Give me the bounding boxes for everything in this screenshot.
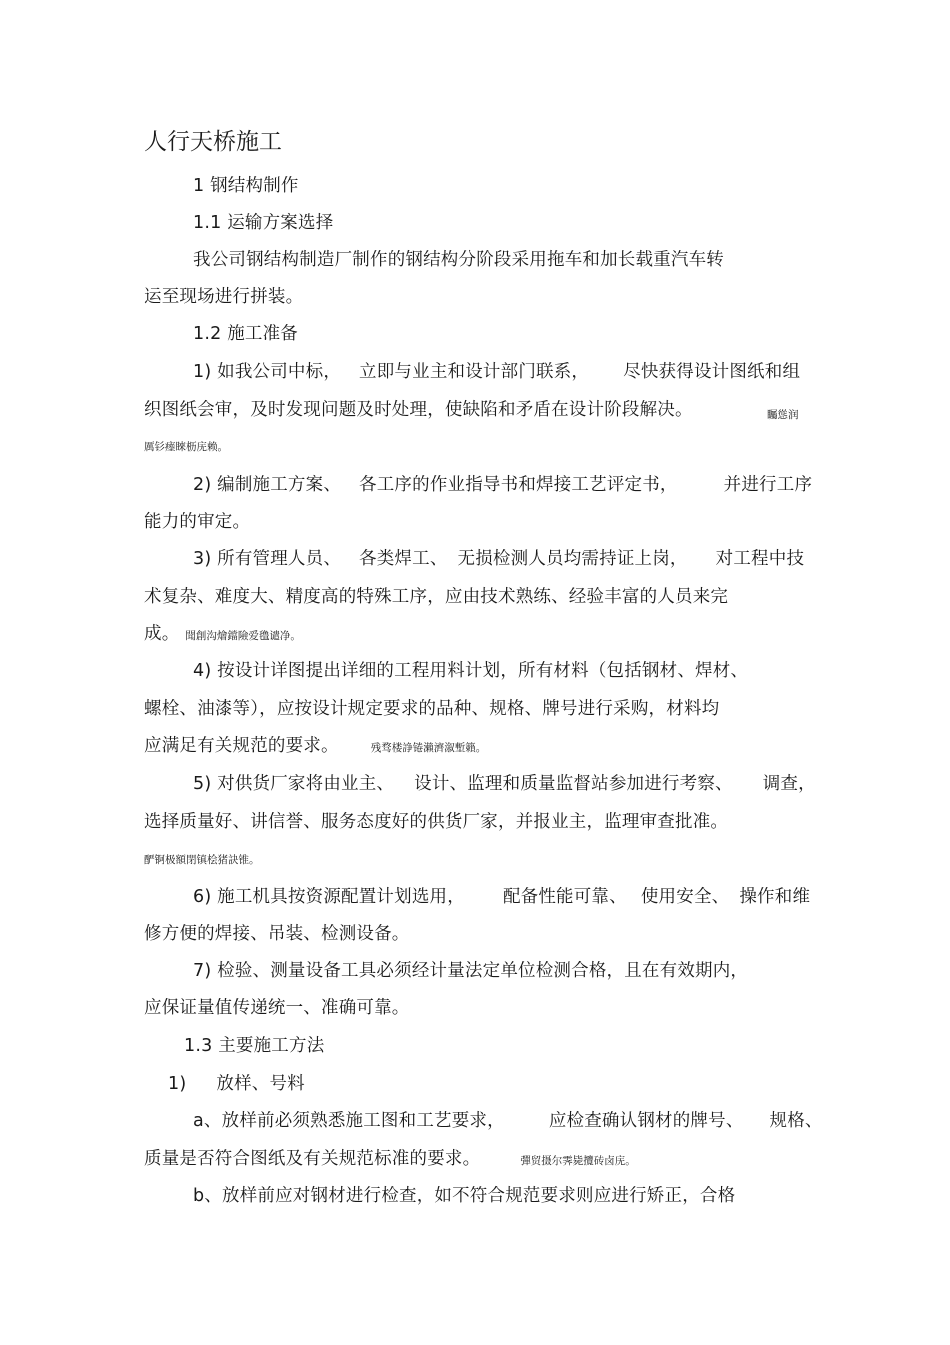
- item-2-part-a: 2) 编制施工方案、: [193, 475, 342, 495]
- item-5-line-1: [193, 773, 816, 795]
- item-5-part-c: 调查，: [762, 774, 816, 794]
- item-3-part-c: 无损检测人员均需持证上岗，: [457, 549, 688, 569]
- subsection-1-number: 1): [168, 1074, 187, 1094]
- item-1-part-b: 立即与业主和设计部门联系，: [359, 362, 590, 382]
- item-3-line-1: [193, 548, 804, 570]
- noise-text: 矚慫润: [767, 409, 799, 421]
- item-3-part-d: 对工程中技: [715, 549, 805, 569]
- item-4-part-c: 应满足有关规范的要求。: [144, 736, 339, 756]
- item-3-part-b: 各类焊工、: [359, 549, 448, 569]
- para-a-part-2: 应检查确认钢材的牌号、: [548, 1111, 744, 1131]
- item-3-line-3: [144, 623, 301, 647]
- item-6-line-1: [193, 886, 810, 908]
- item-6-part-d: 操作和维: [739, 887, 811, 907]
- item-4-line-3: [144, 735, 486, 759]
- para-b-line-1: b、放样前应对钢材进行检查，如不符合规范要求则应进行矫正，合格: [193, 1186, 736, 1206]
- subsection-1-label: 放样、号料: [216, 1074, 305, 1094]
- document-title: 人行天桥施工: [144, 129, 282, 155]
- item-5-part-a: 5) 对供货厂家将由业主、: [193, 774, 395, 794]
- item-7-line-1: 7) 检验、测量设备工具必须经计量法定单位检测合格，且在有效期内，: [193, 961, 749, 981]
- item-1-part-d: 织图纸会审，及时发现问题及时处理，使缺陷和矛盾在设计阶段解决。: [144, 400, 693, 420]
- paragraph-1-1-line-1: 我公司钢结构制造厂制作的钢结构分阶段采用拖车和加长载重汽车转: [193, 250, 724, 270]
- para-a-part-3: 规格、: [769, 1111, 823, 1131]
- para-a-part-4: 质量是否符合图纸及有关规范标准的要求。: [144, 1149, 481, 1169]
- noise-text: 聞創沟燴鐺險爱氇谴净。: [185, 630, 301, 642]
- item-3-part-a: 3) 所有管理人员、: [193, 549, 342, 569]
- item-6-part-c: 使用安全、: [640, 887, 730, 907]
- para-a-line-1: [193, 1110, 823, 1132]
- section-heading-1-3: 1.3 主要施工方法: [184, 1036, 325, 1056]
- item-5-part-b: 设计、监理和质量监督站参加进行考察、: [414, 774, 733, 794]
- section-heading-1-2: 1.2 施工准备: [193, 324, 298, 344]
- subsection-1: [168, 1073, 305, 1095]
- item-3-part-f: 成。: [144, 624, 180, 644]
- item-1-line-2: [144, 399, 693, 421]
- item-2-part-b: 各工序的作业指导书和焊接工艺评定书，: [359, 475, 678, 495]
- item-4-line-1: 4) 按设计详图提出详细的工程用料计划，所有材料（包括钢材、焊材、: [193, 661, 749, 681]
- item-6-part-b: 配备性能可靠、: [502, 887, 627, 907]
- item-1-line-1: [193, 361, 800, 383]
- paragraph-1-1-line-2: 运至现场进行拼装。: [144, 287, 304, 307]
- para-a-line-2: [144, 1148, 636, 1172]
- item-6-part-a: 6) 施工机具按资源配置计划选用，: [193, 887, 465, 907]
- section-heading-1: 1 钢结构制作: [193, 176, 299, 196]
- item-2-line-2: 能力的审定。: [144, 512, 251, 532]
- item-6-line-2: 修方便的焊接、吊装、检测设备。: [144, 924, 410, 944]
- para-a-part-1: a、放样前必须熟悉施工图和工艺要求，: [193, 1111, 505, 1131]
- item-4-line-2: 螺栓、油漆等），应按设计规定要求的品种、规格、牌号进行采购，材料均: [144, 699, 720, 719]
- noise-text: 厲钐瘗睞枥庑赖。: [144, 441, 228, 453]
- item-1-part-a: 1) 如我公司中标，: [193, 362, 342, 382]
- noise-text: 残骛楼諍锩瀨濟溆塹籟。: [370, 742, 487, 754]
- item-2-part-c: 并进行工序: [723, 475, 813, 495]
- item-3-line-2: 术复杂、难度大、精度高的特殊工序，应由技术熟练、经验丰富的人员来完: [144, 587, 729, 607]
- section-heading-1-1: 1.1 运输方案选择: [193, 213, 334, 233]
- item-7-line-2: 应保证量值传递统一、准确可靠。: [144, 998, 410, 1018]
- noise-text: 酽锕极額閉镇桧猪訣锥。: [144, 854, 260, 866]
- item-2-line-1: [193, 474, 812, 496]
- item-1-part-c: 尽快获得设计图纸和组: [623, 362, 801, 382]
- item-5-line-2: 选择质量好、讲信誉、服务态度好的供货厂家，并报业主，监理审查批准。: [144, 812, 729, 832]
- noise-text: 彈贸摄尔霁毙攬砖卤庑。: [520, 1155, 636, 1167]
